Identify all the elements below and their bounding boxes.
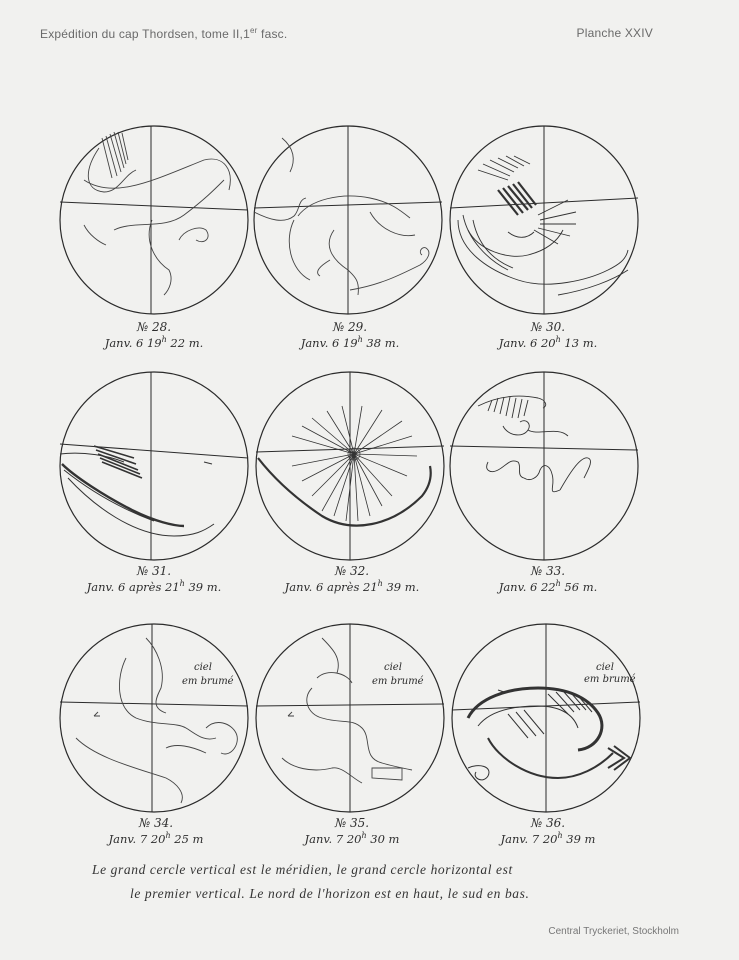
sky-disc-30 [448,120,648,320]
panel-36 [448,618,648,846]
sky-disc-29 [250,120,450,320]
panel-number: № 34. [138,816,174,830]
label-ciel: ciel [384,662,402,673]
sky-disc-28 [54,120,254,320]
sky-disc-34 [56,618,256,818]
header-plate-number: Planche XXIV [576,26,653,40]
panel-28 [54,120,254,350]
panel-date: Janv. 7 20$^h$ 25 m [108,831,204,846]
panel-34 [56,618,256,846]
panel-number: № 28. [136,320,172,334]
panel-35 [252,618,452,846]
panel-date: Janv. 7 20$^h$ 39 m [500,831,596,846]
panel-number: № 32. [334,564,370,578]
aurora-sketch-31 [60,446,214,536]
sky-disc-36 [448,618,648,818]
panel-date: Janv. 6 après 21$^h$ 39 m. [86,579,222,594]
printer-credit: Central Tryckeriet, Stockholm [548,926,679,937]
panel-number: № 35. [334,816,370,830]
panel-30 [448,120,648,350]
explanatory-note-line-1: Le grand cercle vertical est le méridien, le grand cercle horizontal est [92,862,513,877]
aurora-sketch-29 [254,138,429,295]
aurora-sketch-28 [84,132,230,295]
aurora-sketch-34 [76,638,237,803]
panel-number: № 30. [530,320,566,334]
panel-29 [250,120,450,350]
label-em-brume: em brumé [584,674,636,685]
panel-number: № 36. [530,816,566,830]
aurora-sketch-30 [458,156,628,295]
explanatory-note-line-2: le premier vertical. Le nord de l'horizon est en haut, le sud en bas. [130,886,530,901]
panel-number: № 29. [332,320,368,334]
label-ciel: ciel [596,662,614,673]
aurora-sketch-33 [478,396,591,492]
aurora-sketch-32 [258,406,431,526]
label-em-brume: em brumé [372,676,424,687]
sky-disc-33 [448,366,648,566]
label-ciel: ciel [194,662,212,673]
panel-date: Janv. 6 19$^h$ 38 m. [300,335,400,350]
panel-date: Janv. 6 20$^h$ 13 m. [498,335,598,350]
panel-number: № 33. [530,564,566,578]
panel-date: Janv. 7 20$^h$ 30 m [304,831,400,846]
panel-31 [54,366,254,594]
panel-number: № 31. [136,564,172,578]
sky-disc-35 [252,618,452,818]
aurora-sketch-35 [282,638,412,783]
panel-date: Janv. 6 après 21$^h$ 39 m. [284,579,420,594]
sky-disc-32 [252,366,452,566]
panel-date: Janv. 6 22$^h$ 56 m. [498,579,598,594]
panel-33 [448,366,648,594]
header-series-title: Expédition du cap Thordsen, tome II,1er fasc. [40,26,288,41]
panel-date: Janv. 6 19$^h$ 22 m. [104,335,204,350]
sky-disc-31 [54,366,254,566]
panel-32 [252,366,452,594]
label-em-brume: em brumé [182,676,234,687]
aurora-sketch-36 [468,688,630,780]
